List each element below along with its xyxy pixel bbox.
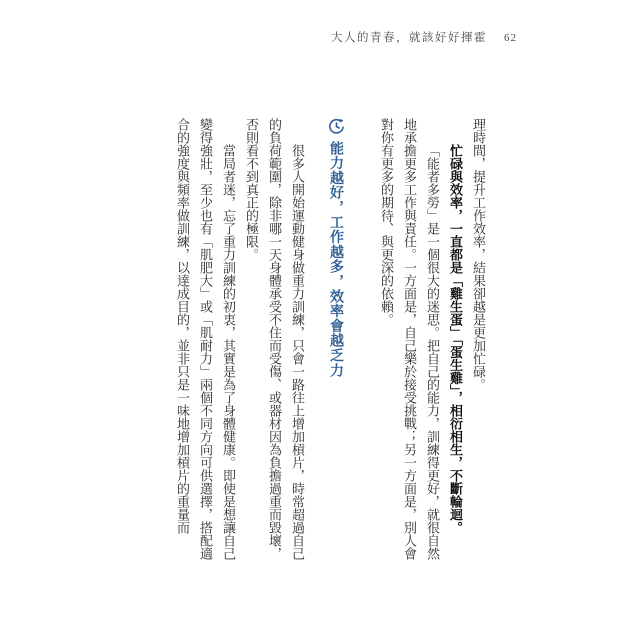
book-title: 大人的青春，就該好好揮霍 <box>331 32 487 44</box>
body-text <box>171 118 490 560</box>
section-heading <box>324 118 350 560</box>
paragraph-continuation: 理時間，提升工作效率，結果卻越是更加忙碌。 <box>471 118 486 391</box>
paragraph-emphasis: 忙碌與效率，一直都是「雞生蛋」「蛋生雞」，相衍相生，不斷輪迴。 <box>448 144 463 534</box>
page-number: 62 <box>504 32 517 44</box>
paragraph: 當局者迷，忘了重力訓練的初衷，其實是為了身體健康。即使是想讓自己變得強壯，至少也有「肌肥大」或「肌耐力」兩個不同方向可供選擇，搭配適合的強度與頻率做訓練，以達成目的，並非只是一味地增加槓片的重量而 <box>175 118 236 560</box>
running-head <box>331 29 517 45</box>
paragraph: 「能者多勞」是一個很大的迷思。把自己的能力，訓練得更好，就很自然地承擔更多工作與責任。一方面是，自己樂於接受挑戰；另一方面是，別人會對你有更多的期待、與更深的依賴。 <box>379 118 440 560</box>
paragraph: 很多人開始運動健身做重力訓練，只會一路往上增加槓片，時常超過自己的負荷範圍，除非哪一天身體承受不住而受傷、或器材因為負擔過重而毀壞，否則看不到真正的極限。 <box>244 118 305 560</box>
section-heading-text: 能力越好，工作越多，效率會越乏力 <box>329 141 345 378</box>
clock-history-icon <box>332 118 349 135</box>
